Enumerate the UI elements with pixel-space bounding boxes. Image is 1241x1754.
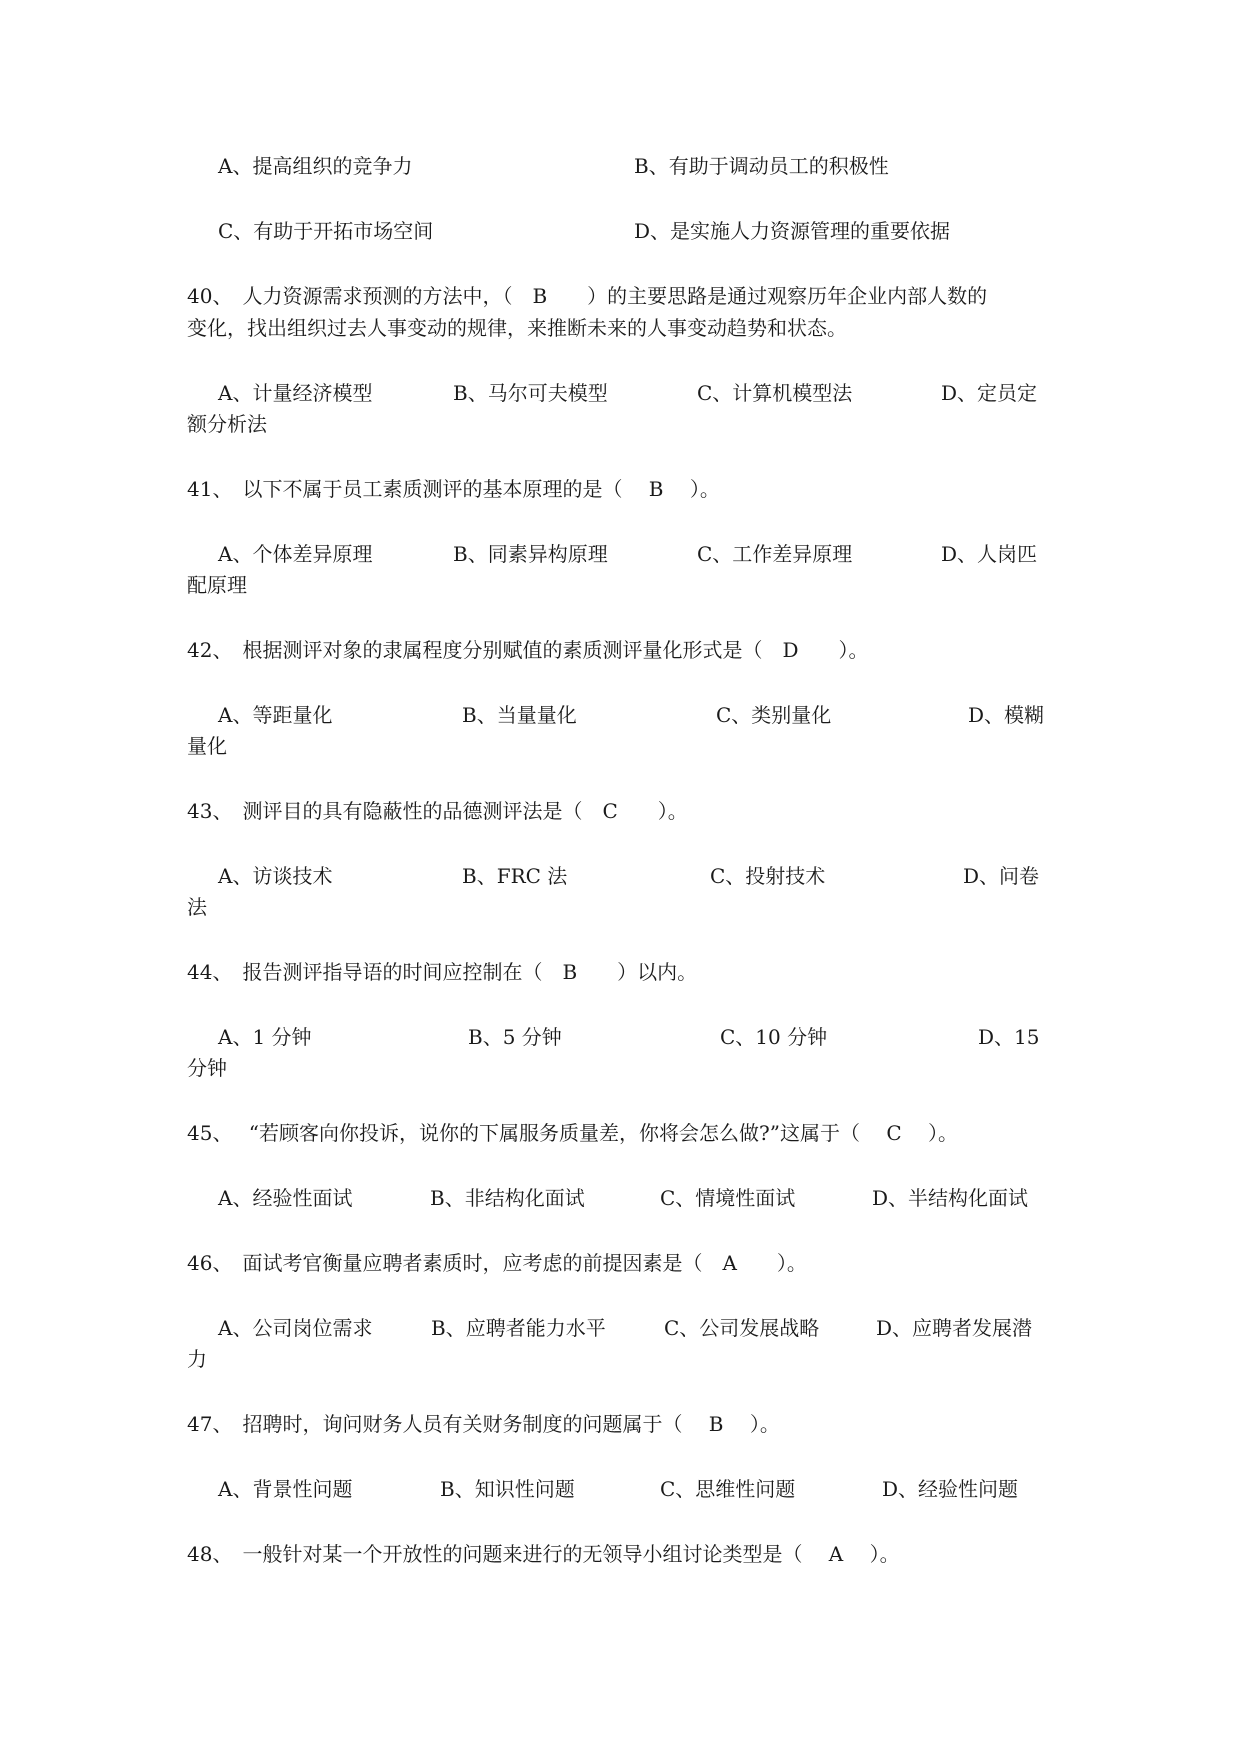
q43-question: 43、 测评目的具有隐蔽性的品德测评法是（ C ）。 — [187, 799, 688, 823]
q45-option-c: C、情境性面试 — [660, 1186, 796, 1210]
q40-option-d-wrap: 额分析法 — [187, 412, 267, 436]
q40-question-line2: 变化，找出组织过去人事变动的规律，来推断未来的人事变动趋势和状态。 — [187, 316, 847, 340]
q46-option-b: B、应聘者能力水平 — [431, 1316, 606, 1340]
q44-option-a: A、1 分钟 — [218, 1025, 312, 1049]
q45-question: 45、 “若顾客向你投诉，说你的下属服务质量差，你将会怎么做?”这属于（ C ）。 — [187, 1121, 958, 1145]
q46-option-d: D、应聘者发展潜 — [876, 1316, 1033, 1340]
q43-option-c: C、投射技术 — [710, 864, 826, 888]
q42-option-d: D、模糊 — [968, 703, 1045, 727]
q43-option-d-wrap: 法 — [187, 895, 207, 919]
q41-option-d-wrap: 配原理 — [187, 573, 247, 597]
q46-option-d-wrap: 力 — [187, 1347, 207, 1371]
q39-option-d: D、是实施人力资源管理的重要依据 — [634, 219, 951, 243]
q43-option-b: B、FRC 法 — [462, 864, 568, 888]
q44-option-c: C、10 分钟 — [720, 1025, 828, 1049]
q40-option-c: C、计算机模型法 — [697, 381, 853, 405]
q44-question: 44、 报告测评指导语的时间应控制在（ B ）以内。 — [187, 960, 698, 984]
q41-option-a: A、个体差异原理 — [218, 542, 373, 566]
q42-option-c: C、类别量化 — [716, 703, 832, 727]
q45-option-d: D、半结构化面试 — [872, 1186, 1029, 1210]
q42-option-b: B、当量量化 — [462, 703, 577, 727]
q46-option-c: C、公司发展战略 — [664, 1316, 820, 1340]
q46-question: 46、 面试考官衡量应聘者素质时，应考虑的前提因素是（ A ）。 — [187, 1251, 807, 1275]
q44-option-d: D、15 — [978, 1025, 1040, 1049]
q47-option-a: A、背景性问题 — [218, 1477, 353, 1501]
q40-question-line1: 40、 人力资源需求预测的方法中，（ B ）的主要思路是通过观察历年企业内部人数的 — [187, 284, 988, 308]
q43-option-a: A、访谈技术 — [218, 864, 333, 888]
q45-option-a: A、经验性面试 — [218, 1186, 353, 1210]
q42-option-d-wrap: 量化 — [187, 734, 227, 758]
q39-option-c: C、有助于开拓市场空间 — [218, 219, 434, 243]
q45-option-b: B、非结构化面试 — [430, 1186, 585, 1210]
q44-option-d-wrap: 分钟 — [187, 1056, 227, 1080]
q43-option-d: D、问卷 — [963, 864, 1040, 888]
q47-option-c: C、思维性问题 — [660, 1477, 796, 1501]
q48-question: 48、 一般针对某一个开放性的问题来进行的无领导小组讨论类型是（ A ）。 — [187, 1542, 900, 1566]
q40-option-a: A、计量经济模型 — [218, 381, 373, 405]
q47-question: 47、 招聘时，询问财务人员有关财务制度的问题属于（ B ）。 — [187, 1412, 780, 1436]
q42-question: 42、 根据测评对象的隶属程度分别赋值的素质测评量化形式是（ D ）。 — [187, 638, 869, 662]
q39-option-a: A、提高组织的竞争力 — [218, 154, 413, 178]
q40-option-d: D、定员定 — [941, 381, 1038, 405]
q41-option-d: D、人岗匹 — [941, 542, 1038, 566]
q46-option-a: A、公司岗位需求 — [218, 1316, 373, 1340]
q41-option-b: B、同素异构原理 — [453, 542, 608, 566]
q44-option-b: B、5 分钟 — [468, 1025, 562, 1049]
q39-option-b: B、有助于调动员工的积极性 — [634, 154, 889, 178]
q47-option-d: D、经验性问题 — [882, 1477, 1019, 1501]
q42-option-a: A、等距量化 — [218, 703, 333, 727]
q41-option-c: C、工作差异原理 — [697, 542, 853, 566]
q41-question: 41、 以下不属于员工素质测评的基本原理的是（ B ）。 — [187, 477, 720, 501]
q40-option-b: B、马尔可夫模型 — [453, 381, 608, 405]
q47-option-b: B、知识性问题 — [440, 1477, 575, 1501]
